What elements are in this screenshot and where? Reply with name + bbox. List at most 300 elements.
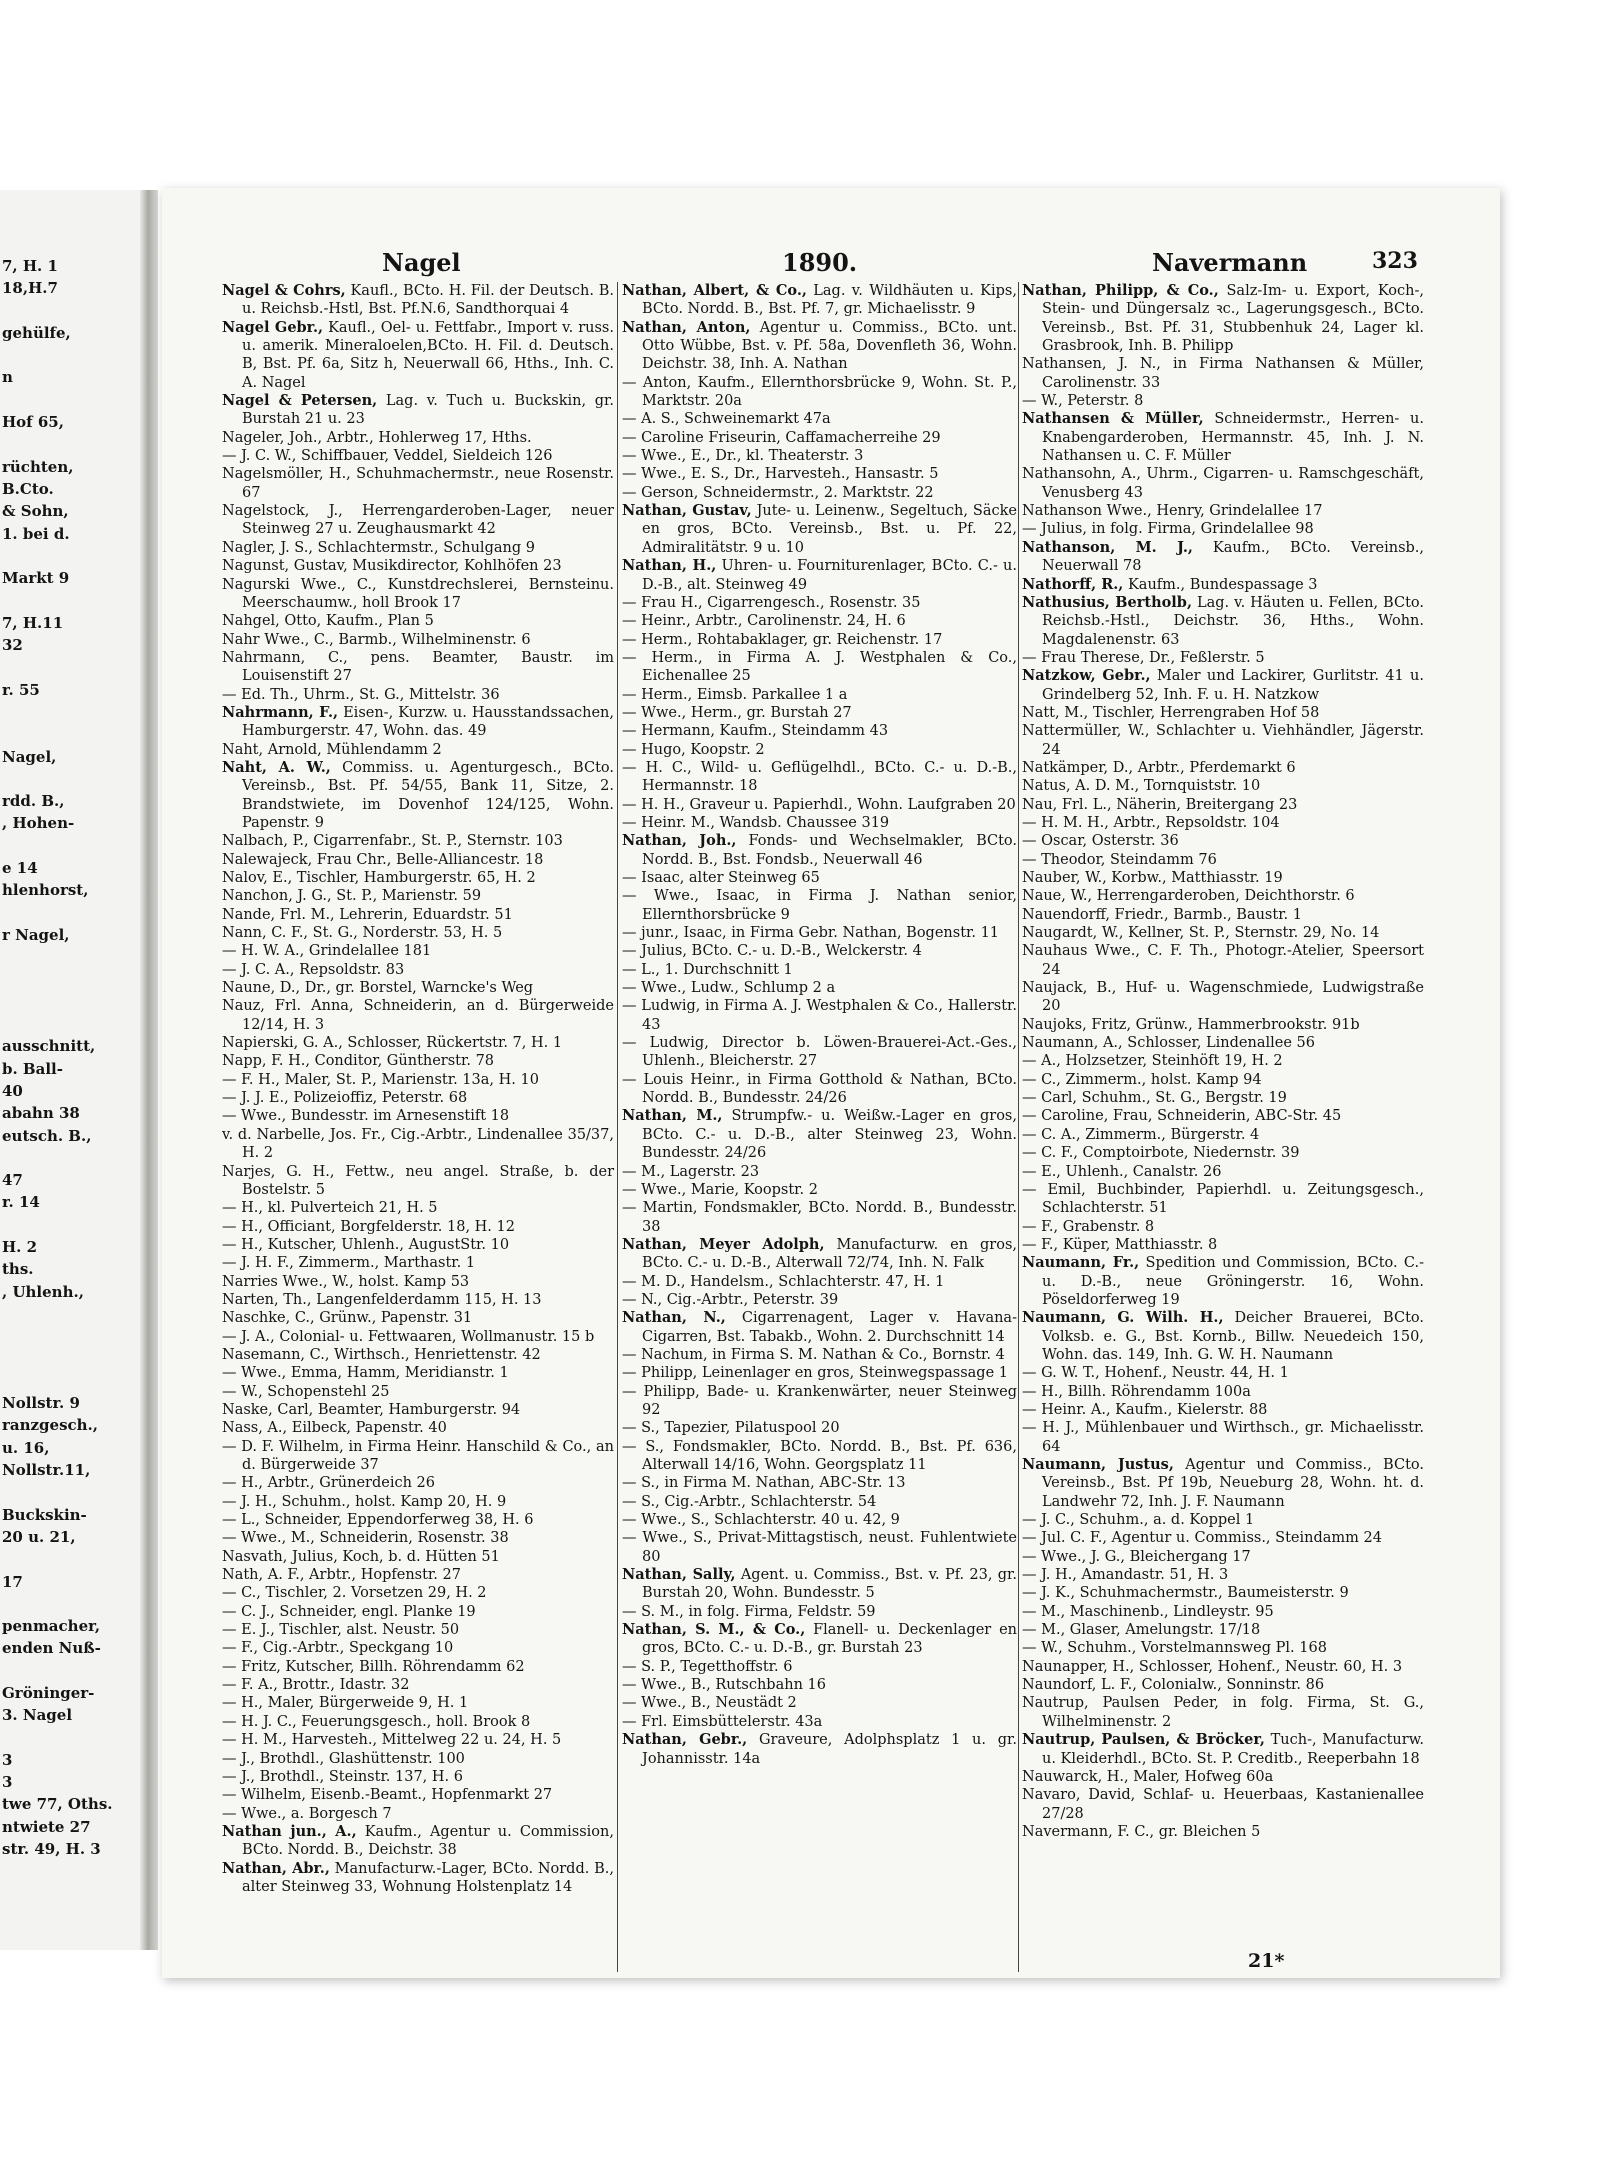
entry-text: — F. A., Brottr., Idastr. 32 [222,1677,410,1694]
entry-text: — S., Fondsmakler, BCto. Nordd. B., Bst. Pf. 636, Alterwall 14/16, Wohn. Georgsplatz 11 [622,1438,1017,1473]
entry-text: — S., Tapezier, Pilatuspool 20 [622,1420,840,1437]
entry-text: — F. H., Maler, St. P., Marienstr. 13a, H. 10 [222,1071,539,1088]
directory-entry [222,319,614,392]
directory-entry [222,539,614,557]
entry-text: — junr., Isaac, in Firma Gebr. Nathan, Bogenstr. 11 [622,925,1000,942]
directory-entry [1022,1401,1424,1419]
directory-entry [622,1346,1017,1364]
directory-entry [222,1034,614,1052]
entry-text: — C. F., Comptoirbote, Niedernstr. 39 [1022,1145,1300,1162]
entry-text: — Emil, Buchbinder, Papierhdl. u. Zeitungsgesch., Schlachterstr. 51 [1022,1181,1424,1217]
previous-page-fragment: penmacher, [2,1617,101,1636]
entry-text: Napp, F. H., Conditor, Güntherstr. 78 [222,1053,495,1070]
previous-page-fragment: 40 [2,1081,23,1100]
entry-text: — Herm., Eimsb. Parkallee 1 a [622,686,848,703]
entry-text: — Herm., in Firma A. J. Westphalen & Co., Eichenallee 25 [622,649,1017,685]
directory-entry [622,282,1017,319]
entry-text: Nass, A., Eilbeck, Papenstr. 40 [222,1420,447,1437]
previous-page-fragment: , Uhlenh., [2,1282,84,1301]
directory-entry [622,1603,1017,1621]
directory-entry [222,1511,614,1529]
entry-text: — Frau H., Cigarrengesch., Rosenstr. 35 [622,594,921,611]
entry-text: Natt, M., Tischler, Herrengraben Hof 58 [1022,704,1320,721]
directory-entry [222,851,614,869]
entry-text: Uhren- u. Fourniturenlager, BCto. C.- u. D.-B., alt. Steinweg 49 [642,558,1017,593]
entry-text: — G. W. T., Hohenf., Neustr. 44, H. 1 [1022,1365,1289,1382]
entry-text: — J., Brothdl., Glashüttenstr. 100 [222,1750,465,1767]
entry-text: Agent. u. Commiss., Bst. v. Pf. 23, gr. Burstah 20, Wohn. Bundesstr. 5 [642,1567,1017,1602]
directory-entry [622,686,1017,704]
previous-page-fragment [2,1214,140,1236]
entry-text: Naumann, A., Schlosser, Lindenallee 56 [1022,1035,1315,1052]
previous-page-fragment: Buckskin- [2,1505,87,1524]
directory-entry [222,1603,614,1621]
entry-text: — Heinr. A., Kaufm., Kielerstr. 88 [1022,1401,1268,1418]
firm-name: Nautrup, Paulsen, & Bröcker, [1022,1731,1265,1749]
entry-text: — J. H. F., Zimmerm., Marthastr. 1 [222,1255,476,1272]
entry-text: — Wwe., B., Rutschbahn 16 [622,1677,826,1694]
directory-entry [222,631,614,649]
directory-entry [222,1750,614,1768]
entry-text: Naujoks, Fritz, Grünw., Hammerbrookstr. 91b [1022,1016,1360,1033]
previous-page-fragment: e 14 [2,859,38,878]
header-year: 1890. [782,248,858,277]
previous-page-fragment: n [2,368,13,387]
entry-text: — Wwe., Emma, Hamm, Meridianstr. 1 [222,1365,509,1382]
previous-page-fragment: abahn 38 [2,1104,80,1123]
directory-entry [222,1676,614,1694]
directory-entry [1022,869,1424,887]
directory-entry [1022,1383,1424,1401]
entry-text: Nathanson Wwe., Henry, Grindelallee 17 [1022,503,1323,520]
entry-text: Nagurski Wwe., C., Kunstdrechslerei, Bernsteinu. Meerschaumw., holl Brook 17 [222,576,614,611]
directory-entry [222,649,614,686]
entry-text: — Wwe., S., Schlachterstr. 40 u. 42, 9 [622,1512,900,1529]
entry-text: Cigarrenagent, Lager v. Havana-Cigarren, Bst. Tabakb., Wohn. 2. Durchschnitt 14 [642,1310,1017,1345]
directory-entry [222,1823,614,1860]
entry-text: Salz-Im- u. Export, Koch-, Stein- und Düngersalz ꝛc., Lagerungsgesch., BCto. Vereinsb., Bst. Pf. 31, Stubbenhuk 24, Lager kl. Grasbrook, Inh. B. Philipp [1042,283,1424,355]
entry-text: — J., Brothdl., Steinstr. 137, H. 6 [222,1768,463,1785]
directory-entry [622,1163,1017,1181]
directory-entry [1022,1144,1424,1162]
directory-entry [622,1383,1017,1420]
directory-entry [622,1236,1017,1273]
entry-text: Nautrup, Paulsen Peder, in folg. Firma, St. G., Wilhelminenstr. 2 [1022,1695,1424,1730]
directory-entry [222,1089,614,1107]
entry-text: — J. C., Schuhm., a. d. Koppel 1 [1022,1512,1255,1529]
entry-text: — Hugo, Koopstr. 2 [622,741,765,758]
previous-page-fragment: ntwiete 27 [2,1817,91,1836]
firm-name: Nathan, Philipp, & Co., [1022,282,1219,299]
previous-page-fragment: enden Nuß- [2,1639,101,1658]
firm-name: Nathorff, R., [1022,575,1124,593]
entry-text: — F., Grabenstr. 8 [1022,1218,1155,1235]
entry-text: — H. W. A., Grindelallee 181 [222,943,432,960]
firm-name: Nagel & Cohrs, [222,282,346,299]
directory-entry [622,1438,1017,1475]
directory-entry [222,686,614,704]
directory-entry [222,1309,614,1327]
entry-text: — Wwe., B., Neustädt 2 [622,1695,797,1712]
previous-page-fragment: rüchten, [2,457,74,476]
firm-name: Nathusius, Bertholb, [1022,593,1192,611]
directory-entry [622,612,1017,630]
directory-entry [222,1566,614,1584]
directory-entry [1022,1236,1424,1254]
firm-name: Nagel & Petersen, [222,392,378,410]
entry-text: Nathansohn, A., Uhrm., Cigarren- u. Ramschgeschäft, Venusberg 43 [1022,466,1424,501]
directory-entry [1022,667,1424,704]
directory-entry [222,759,614,832]
firm-name: Nathan, Anton, [622,318,751,336]
directory-entry [222,1273,614,1291]
directory-entry [1022,1639,1424,1657]
entry-text: — E. J., Tischler, alst. Neustr. 50 [222,1622,460,1639]
previous-page-fragment: , Hohen- [2,814,75,833]
previous-page-fragment: Nagel, [2,747,57,766]
previous-page-fragment [2,389,140,411]
directory-entry [222,447,614,465]
previous-page-fragment [2,1348,140,1370]
previous-page-fragment: r. 14 [2,1193,40,1212]
entry-text: — H., kl. Pulverteich 21, H. 5 [222,1200,438,1217]
entry-text: — C. A., Zimmerm., Bürgerstr. 4 [1022,1126,1260,1143]
entry-text: Deicher Brauerei, BCto. Volksb. e. G., Bst. Kornb., Billw. Neuedeich 150, Wohn. das. 149, Inh. G. W. H. Naumann [1042,1310,1424,1363]
directory-entry [222,429,614,447]
directory-entry [622,1309,1017,1346]
entry-text: — S., in Firma M. Nathan, ABC-Str. 13 [622,1475,906,1492]
entry-text: Naujack, B., Huf- u. Wagenschmiede, Ludwigstraße 20 [1022,980,1424,1015]
entry-text: — Julius, BCto. C.- u. D.-B., Welckerstr. 4 [622,943,922,960]
entry-text: — Wwe., E. S., Dr., Harvesteh., Hansastr. 5 [622,466,939,483]
entry-text: Nauhaus Wwe., C. F. Th., Photogr.-Atelier, Speersort 24 [1022,943,1424,978]
entry-text: — W., Schuhm., Vorstelmannsweg Pl. 168 [1022,1640,1327,1657]
entry-text: — M., Glaser, Amelungstr. 17/18 [1022,1622,1261,1639]
entry-text: Kaufm., Bundespassage 3 [1123,576,1318,593]
firm-name: Naumann, Justus, [1022,1456,1174,1473]
previous-page-fragment: B.Cto. [2,479,54,498]
directory-entry [622,869,1017,887]
directory-entry [1022,1731,1424,1768]
entry-text: Nanchon, J. G., St. P., Marienstr. 59 [222,888,482,905]
previous-page-fragment: str. 49, H. 3 [2,1840,101,1859]
previous-page-fragment: 1. bei d. [2,524,70,543]
entry-text: — H. J., Mühlenbauer und Wirthsch., gr. Michaelisstr. 64 [1022,1420,1424,1455]
directory-entry [222,997,614,1034]
entry-text: Naue, W., Herrengarderoben, Deichthorstr. 6 [1022,888,1355,905]
previous-page-fragment: & Sohn, [2,502,69,521]
entry-text: — Wwe., Marie, Koopstr. 2 [622,1181,818,1198]
directory-entry [622,1621,1017,1658]
entry-text: — J. K., Schuhmachermstr., Baumeisterstr. 9 [1022,1585,1349,1602]
directory-entry [622,1273,1017,1291]
entry-text: — Heinr. M., Wandsb. Chaussee 319 [622,814,890,831]
directory-entry [222,741,614,759]
entry-text: — H. J. C., Feuerungsgesch., holl. Brook 8 [222,1713,531,1730]
directory-entry [222,1731,614,1749]
entry-text: — H. M., Harvesteh., Mittelweg 22 u. 24, H. 5 [222,1732,562,1749]
previous-page-fragment [2,1325,140,1347]
entry-text: Eisen-, Kurzw. u. Hausstandssachen, Hamburgerstr. 47, Wohn. das. 49 [242,704,614,740]
previous-page-fragment [2,433,140,455]
previous-page-fragment: Nollstr. 9 [2,1394,80,1413]
entry-text: Agentur und Commiss., BCto. Vereinsb., Bst. Pf 19b, Neueburg 28, Wohn. ht. d. Landwehr 72, Inh. J. F. Naumann [1042,1457,1424,1510]
entry-text: — H., Maler, Bürgerweide 9, H. 1 [222,1695,469,1712]
directory-entry [622,631,1017,649]
entry-text: — Nachum, in Firma S. M. Nathan & Co., Bornstr. 4 [622,1346,1005,1363]
directory-entry [622,1071,1017,1108]
directory-entry [1022,1419,1424,1456]
previous-page-fragment [2,768,140,790]
entry-text: — C. J., Schneider, engl. Planke 19 [222,1603,476,1620]
entry-text: Nahgel, Otto, Kaufm., Plan 5 [222,613,434,630]
previous-page-fragment [2,1013,140,1035]
previous-page-fragment [2,1727,140,1749]
directory-entry [622,1107,1017,1162]
directory-entry [1022,814,1424,832]
directory-entry [622,796,1017,814]
directory-entry [222,1639,614,1657]
entry-text: Naschke, C., Grünw., Papenstr. 31 [222,1310,473,1327]
directory-entry [1022,1768,1424,1786]
firm-name: Nathan, Abr., [222,1859,330,1877]
entry-text: — Wwe., Ludw., Schlump 2 a [622,980,836,997]
firm-name: Nathan, S. M., & Co., [622,1621,806,1639]
entry-text: Nande, Frl. M., Lehrerin, Eduardstr. 51 [222,906,513,923]
entry-text: — H., Officiant, Borgfelderstr. 18, H. 12 [222,1218,515,1235]
directory-entry [222,1364,614,1382]
directory-entry [622,1511,1017,1529]
directory-entry [222,282,614,319]
previous-page-fragment: r Nagel, [2,925,70,944]
directory-entry [622,741,1017,759]
directory-entry [622,649,1017,686]
directory-entry [1022,1566,1424,1584]
directory-entry [222,832,614,850]
firm-name: Natzkow, Gebr., [1022,667,1151,685]
directory-entry [622,832,1017,869]
entry-text: — S., Cig.-Arbtr., Schlachterstr. 54 [622,1493,877,1510]
directory-entry [1022,1126,1424,1144]
directory-entry [1022,851,1424,869]
entry-text: — H. H., Graveur u. Papierhdl., Wohn. Laufgraben 20 [622,796,1016,813]
directory-entry [222,1805,614,1823]
directory-entry [622,1419,1017,1437]
entry-text: Napierski, G. A., Schlosser, Rückertstr. 7, H. 1 [222,1035,563,1052]
entry-text: Flanell- u. Deckenlager en gros, BCto. C.- u. D.-B., gr. Burstah 23 [642,1622,1017,1657]
directory-entry [222,1218,614,1236]
entry-text: Nageler, Joh., Arbtr., Hohlerweg 17, Hths. [222,429,532,446]
directory-entry [1022,1694,1424,1731]
directory-entry [222,1493,614,1511]
firm-name: Nahrmann, F., [222,703,339,721]
entry-text: Kaufm., BCto. Vereinsb., Neuerwall 78 [1042,539,1425,575]
previous-page-fragment: 18,H.7 [2,279,58,298]
directory-entry [1022,1584,1424,1602]
directory-entry [222,1254,614,1272]
directory-entry [222,1438,614,1475]
directory-entry [1022,759,1424,777]
entry-text: Naske, Carl, Beamter, Hamburgerstr. 94 [222,1401,521,1418]
entry-text: — C., Zimmerm., holst. Kamp 94 [1022,1071,1262,1088]
directory-entry [222,612,614,630]
firm-name: Nathan, Joh., [622,832,737,850]
directory-column-2 [622,282,1017,1768]
directory-entry [1022,502,1424,520]
entry-text: Navermann, F. C., gr. Bleichen 5 [1022,1823,1261,1840]
entry-text: Lag. v. Häuten u. Fellen, BCto. Reichsb.-Hstl., Deichstr. 36, Hths., Wohn. Magdalenenstr. 63 [1042,594,1424,648]
entry-text: Nagelsmöller, H., Schuhmachermstr., neue Rosenstr. 67 [222,466,614,501]
directory-entry [1022,1089,1424,1107]
firm-name: Nathan, Meyer Adolph, [622,1235,825,1253]
entry-text: — Carl, Schuhm., St. G., Bergstr. 19 [1022,1090,1287,1107]
entry-text: — F., Küper, Matthiasstr. 8 [1022,1236,1218,1253]
directory-entry [222,1658,614,1676]
directory-entry [222,1328,614,1346]
entry-text: Nasvath, Julius, Koch, b. d. Hütten 51 [222,1548,500,1565]
entry-text: Maler und Lackirer, Gurlitstr. 41 u. Grindelberg 52, Inh. F. u. H. Natzkow [1042,668,1424,703]
entry-text: Nagunst, Gustav, Musikdirector, Kohlhöfen 23 [222,558,562,575]
directory-entry [222,1199,614,1217]
previous-page-fragment [2,1660,140,1682]
directory-entry [622,979,1017,997]
entry-text: Nasemann, C., Wirthsch., Henriettenstr. 42 [222,1346,541,1363]
directory-entry [1022,392,1424,410]
firm-name: Nagel Gebr., [222,318,324,336]
directory-entry [622,410,1017,428]
signature-mark: 21* [1248,1950,1285,1972]
entry-text: — Frau Therese, Dr., Feßlerstr. 5 [1022,649,1265,666]
directory-entry [1022,1786,1424,1823]
directory-entry [222,942,614,960]
directory-entry [1022,1218,1424,1236]
directory-entry [622,722,1017,740]
directory-entry [222,1713,614,1731]
directory-entry [1022,1621,1424,1639]
previous-page-fragment [2,723,140,745]
entry-text: — Julius, in folg. Firma, Grindelallee 98 [1022,521,1314,538]
entry-text: — J. H., Amandastr. 51, H. 3 [1022,1567,1229,1584]
directory-entry [622,502,1017,557]
previous-page-fragment [2,1548,140,1570]
entry-text: — M., Maschinenb., Lindleystr. 95 [1022,1603,1274,1620]
entry-text: — W., Peterstr. 8 [1022,393,1144,410]
directory-entry [1022,906,1424,924]
directory-entry [1022,887,1424,905]
directory-entry [222,465,614,502]
directory-entry [1022,1529,1424,1547]
directory-entry [222,1860,614,1897]
entry-text: — Theodor, Steindamm 76 [1022,851,1217,868]
directory-entry [622,1493,1017,1511]
previous-page-fragment: 3 [2,1773,13,1792]
entry-text: Naht, Arnold, Mühlendamm 2 [222,741,442,758]
previous-page-fragment: r. 55 [2,680,40,699]
entry-text: Nagler, J. S., Schlachtermstr., Schulgang 9 [222,539,535,556]
directory-entry [222,392,614,429]
directory-entry [222,869,614,887]
entry-text: — Isaac, alter Steinweg 65 [622,870,820,886]
previous-page-fragment [2,835,140,857]
directory-entry [622,594,1017,612]
entry-text: Jute- u. Leinenw., Segeltuch, Säcke en gros, BCto. Vereinsb., Bst. u. Pf. 22, Admiralitätstr. 9 u. 10 [642,503,1017,556]
entry-text: — H. M. H., Arbtr., Repsoldstr. 104 [1022,814,1280,831]
directory-entry [1022,576,1424,594]
previous-page-fragment: 7, H.11 [2,613,64,632]
entry-text: — Wwe., Bundesstr. im Arnesenstift 18 [222,1108,510,1125]
entry-text: — H., Arbtr., Grünerdeich 26 [222,1475,435,1492]
entry-text: — Wwe., M., Schneiderin, Rosenstr. 38 [222,1530,509,1547]
directory-entry [622,1474,1017,1492]
directory-entry [622,1731,1017,1768]
previous-page-fragment: ths. [2,1260,34,1279]
directory-entry [222,557,614,575]
entry-text: — Philipp, Leinenlager en gros, Steinwegspassage 1 [622,1365,1009,1382]
entry-text: — L., 1. Durchschnitt 1 [622,961,793,978]
directory-entry [622,759,1017,796]
entry-text: — N., Cig.-Arbtr., Peterstr. 39 [622,1291,839,1308]
directory-entry [622,961,1017,979]
entry-text: — Wwe., J. G., Bleichergang 17 [1022,1548,1251,1565]
directory-entry [1022,1107,1424,1125]
previous-page-fragment [2,300,140,322]
directory-entry [1022,942,1424,979]
previous-page-fragment: gehülfe, [2,323,71,342]
entry-text: Nahr Wwe., C., Barmb., Wilhelminenstr. 6 [222,631,531,648]
directory-entry [222,924,614,942]
header-first-entry: Nagel [382,248,461,277]
entry-text: Nagelstock, J., Herrengarderoben-Lager, neuer Steinweg 27 u. Zeughausmarkt 42 [222,503,614,538]
entry-text: — Ludwig, Director b. Löwen-Brauerei-Act.-Ges., Uhlenh., Bleicherstr. 27 [622,1035,1017,1070]
entry-text: — A., Holzsetzer, Steinhöft 19, H. 2 [1022,1053,1283,1070]
directory-entry [1022,465,1424,502]
directory-entry [222,704,614,741]
entry-text: — D. F. Wilhelm, in Firma Heinr. Hanschild & Co., an d. Bürgerweide 37 [222,1438,614,1473]
previous-page-fragment: 32 [2,636,23,655]
firm-name: Nathansen & Müller, [1022,410,1204,428]
directory-entry [222,1107,614,1125]
entry-text: — J. J. E., Polizeioffiz, Peterstr. 68 [222,1090,468,1107]
entry-text: Strumpfw.- u. Weißw.-Lager en gros, BCto. C.- u. D.-B., alter Steinweg 23, Wohn. Bundesstr. 24/26 [642,1108,1017,1162]
previous-page-fragment [2,1147,140,1169]
entry-text: — Wwe., Herm., gr. Burstah 27 [622,704,852,721]
entry-text: Naundorf, L. F., Colonialw., Sonninstr. 86 [1022,1677,1325,1694]
directory-entry [222,1529,614,1547]
directory-entry [1022,1034,1424,1052]
column-rule [617,282,618,1972]
entry-text: — S. M., in folg. Firma, Feldstr. 59 [622,1603,876,1620]
entry-text: — H. C., Wild- u. Geflügelhdl., BCto. C.- u. D.-B., Hermannstr. 18 [622,759,1017,795]
firm-name: Nathan jun., A., [222,1822,357,1840]
directory-entry [622,1713,1017,1731]
directory-entry [1022,1052,1424,1070]
firm-name: Nathan, Gebr., [622,1731,748,1749]
entry-text: Nath, A. F., Arbtr., Hopfenstr. 27 [222,1567,461,1584]
directory-entry [222,1163,614,1200]
entry-text: — Anton, Kaufm., Ellernthorsbrücke 9, Wohn. St. P., Marktstr. 20a [622,374,1017,410]
directory-entry [622,924,1017,942]
entry-text: — Caroline, Frau, Schneiderin, ABC-Str. 45 [1022,1108,1342,1125]
entry-text: — E., Uhlenh., Canalstr. 26 [1022,1163,1222,1180]
entry-text: — Philipp, Bade- u. Krankenwärter, neuer Steinweg 92 [622,1383,1017,1418]
firm-name: Nathan, Gustav, [622,502,752,520]
entry-text: — J. C. A., Repsoldstr. 83 [222,961,405,978]
previous-page-fragment [2,946,140,968]
directory-entry [222,1236,614,1254]
entry-text: Kaufl., Oel- u. Fettfabr., Import v. russ. u. amerik. Mineraloelen,BCto. H. Fil. d. Deutsch. B, Bst. Pf. 6a, Sitz h, Neuerwall 66, Hths., Inh. C. A. Nagel [242,319,614,391]
previous-page-fragment [2,545,140,567]
directory-column-3 [1022,282,1424,1841]
